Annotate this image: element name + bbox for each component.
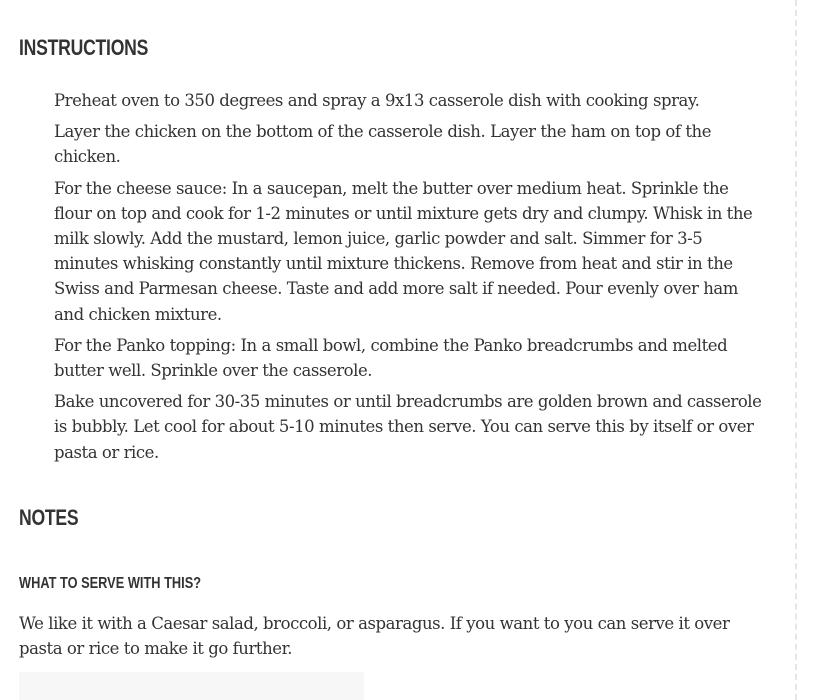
instruction-step: Layer the chicken on the bottom of the casserole dish. Layer the ham on top of the chicken. [54,122,712,167]
instructions-heading: INSTRUCTIONS [19,35,149,60]
ad-placeholder [19,672,364,700]
instruction-step: For the cheese sauce: In a saucepan, melt the butter over medium heat. Sprinkle the flour on top and cook for 1-2 minutes or until mixture gets dry and clumpy. Whisk in the milk slowly. Add the mustard, lemon juice, garlic powder and salt. Simmer for 3-5 minutes whisking constantly until mixture thickens. Remove from heat and stir in the Swiss and Parmesan cheese. Taste and add more salt if needed. Pour evenly over ham and chicken mixture. [54,178,753,324]
notes-text: We like it with a Caesar salad, broccoli, or asparagus. If you want to you can serve it over pasta or rice to make it go further. [19,614,730,659]
notes-subheading: WHAT TO SERVE WITH THIS? [19,575,202,592]
instructions-list [54,88,770,471]
notes-heading: NOTES [19,505,79,530]
sidebar-divider [795,0,797,700]
instruction-step: For the Panko topping: In a small bowl, combine the Panko breadcrumbs and melted butter well. Sprinkle over the casserole. [54,335,728,381]
instruction-step: Preheat oven to 350 degrees and spray a 9x13 casserole dish with cooking spray. [54,91,700,110]
instruction-step: Bake uncovered for 30-35 minutes or until breadcrumbs are golden brown and casserole is bubbly. Let cool for about 5-10 minutes then serve. You can serve this by itself or over pasta or rice. [54,392,762,462]
